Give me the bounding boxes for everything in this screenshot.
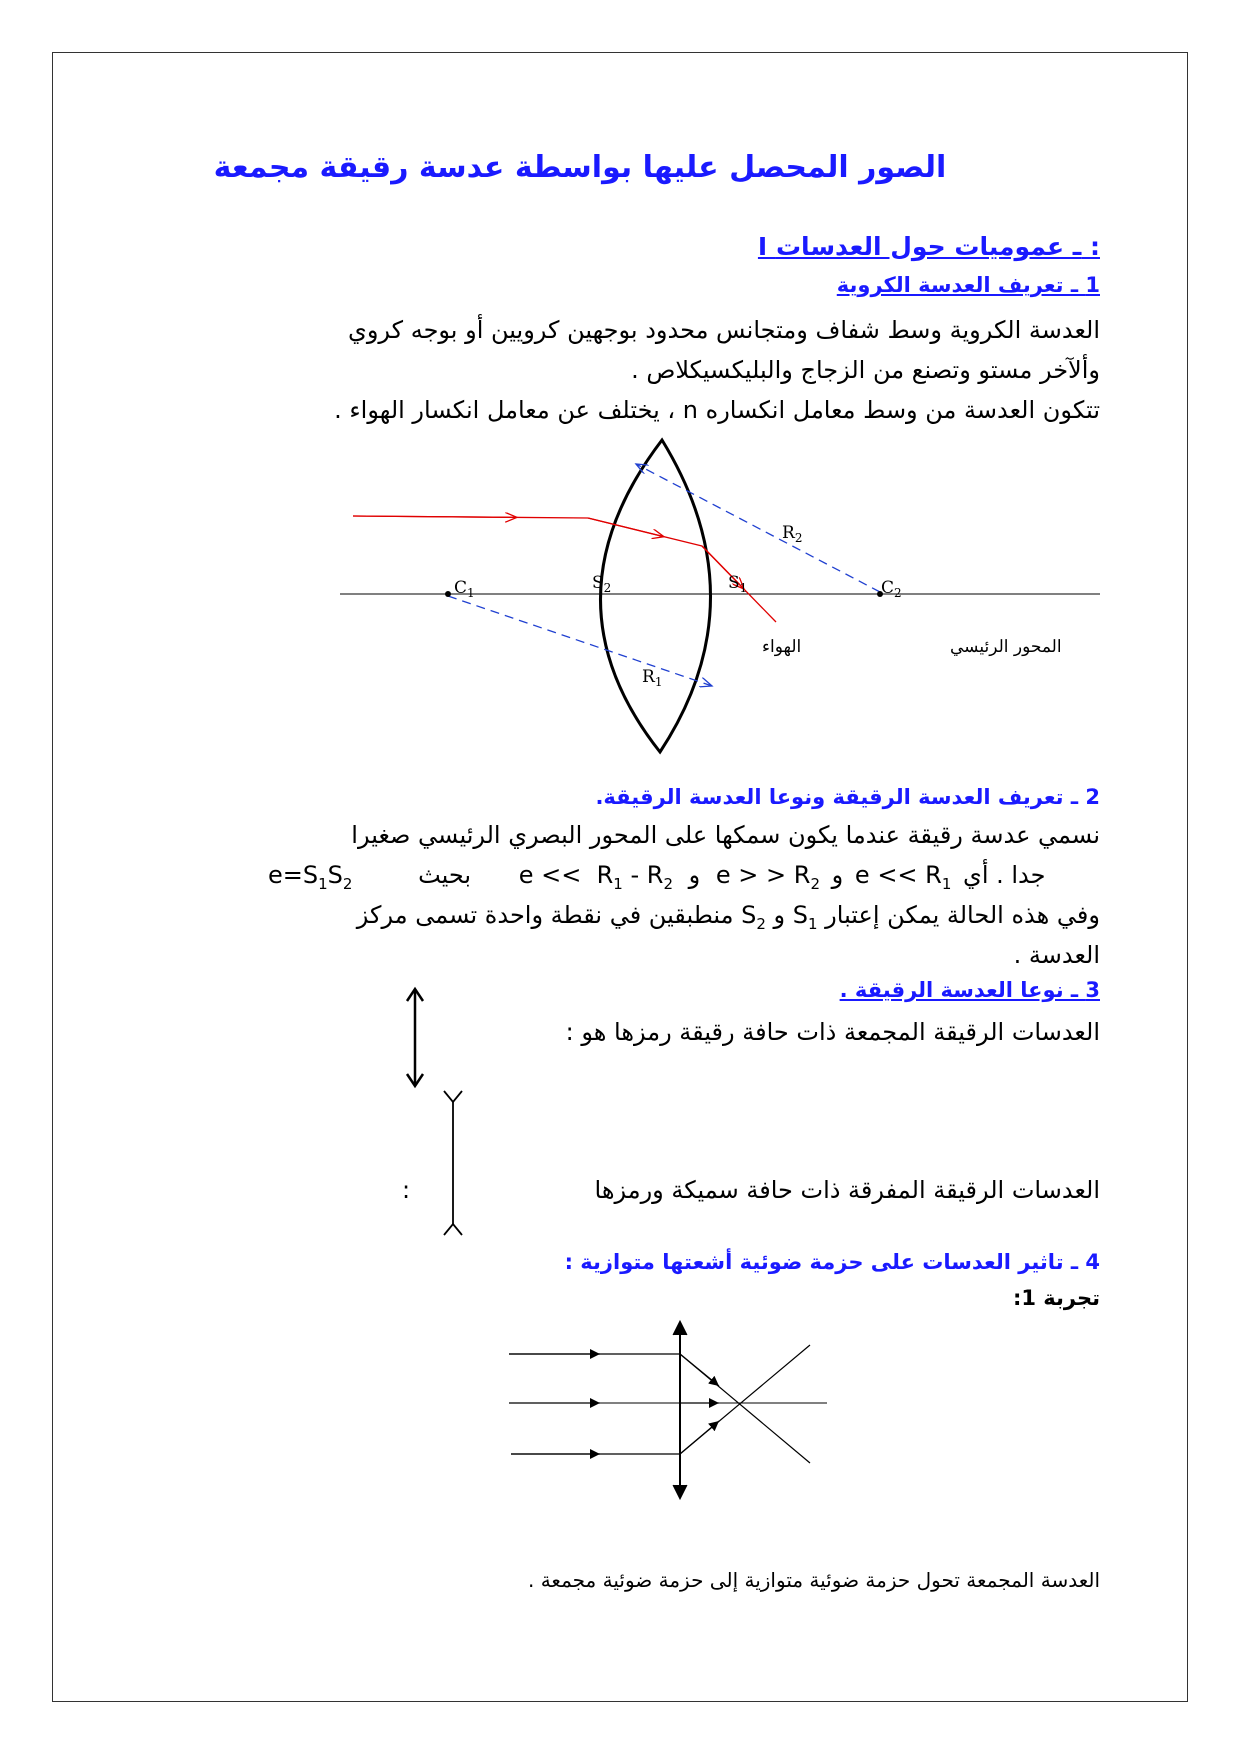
section-3-heading-text: 3 ـ نوعا العدسة الرقيقة . [839,978,1100,1002]
word-such-that: بحيث [418,861,472,889]
converging-beam-diagram [505,1315,835,1505]
word-and: و [688,861,701,889]
converging-lens-symbol [400,985,430,1090]
refracted-ray-inside-arrow [588,518,664,537]
label-principal-axis: المحور الرئيسي [950,637,1062,657]
section-1-heading-text: I ـ عموميات حول العدسات : [757,232,1100,261]
paragraph-line: نسمي عدسة رقيقة عندما يكون سمكها على المحور البصري الرئيسي صغيرا [351,821,1100,849]
section-3-heading [840,978,1100,1002]
paragraph-line: العدسة الكروية وسط شفاف ومتجانس محدود بوجهين كرويين أو بوجه كروي [348,316,1100,344]
section-2-heading: 2 ـ تعريف العدسة الرقيقة ونوعا العدسة الرقيقة. [595,785,1100,809]
condition-e-diff: $e << R_1 - R_2$ [518,861,674,893]
condition-e-r2: e > > $R_2$ [715,861,821,893]
center-c1-point [445,591,451,597]
line-start-words: جدا . أي [963,861,1046,889]
incident-ray-arrow [353,516,517,517]
diverging-lens-text: العدسات الرقيقة المفرقة ذات حافة سميكة ورمزها [594,1176,1100,1204]
diverging-lens-symbol [438,1088,468,1238]
section-1-heading [758,232,1100,261]
experiment-label: تجربة 1: [1012,1286,1100,1310]
conclusion-text: العدسة المجمعة تحول حزمة ضوئية متوازية إلى حزمة ضوئية مجمعة . [527,1568,1100,1592]
word-and: و [831,861,844,889]
converging-lens-text: العدسات الرقيقة المجمعة ذات حافة رقيقة رمزها هو : [565,1018,1100,1046]
thickness-definition: $e=S_1S_2$ [268,861,353,893]
paragraph-line: وفي هذه الحالة يمكن إعتبار $S_1$ و $S_2$ منطبقين في نقطة واحدة تسمى مركز [356,901,1100,933]
paragraph-line: العدسة . [1013,941,1100,969]
label-air: الهواء [762,637,802,657]
label-s2: $S_2$ [592,573,612,595]
label-c2: $C_2$ [881,578,902,600]
diverging-colon: : [402,1176,411,1204]
label-s1: $S_1$ [728,573,748,595]
lens-outline [600,440,710,752]
subsection-1-heading [837,273,1100,297]
page-title: الصور المحصل عليها بواسطة عدسة رقيقة مجمعة [213,150,947,185]
label-c1: $C_1$ [454,578,475,600]
radius-r1-line [448,596,712,686]
paragraph-line: وألآخر مستو وتصنع من الزجاج والبليكسيكلاص . [631,356,1100,384]
radius-r2-line [636,464,880,592]
subsection-1-heading-text: 1 ـ تعريف العدسة الكروية [836,273,1100,297]
label-r1: $R_1$ [642,667,663,689]
paragraph-line: تتكون العدسة من وسط معامل انكساره n ، يختلف عن معامل انكسار الهواء . [334,396,1100,424]
lens-diagram [330,430,1120,760]
label-r2: $R_2$ [782,523,803,545]
section-4-heading: 4 ـ تاثير العدسات على حزمة ضوئية أشعتها متوازية : [564,1250,1100,1274]
condition-e-r1: $e << R_1$ [854,861,952,893]
